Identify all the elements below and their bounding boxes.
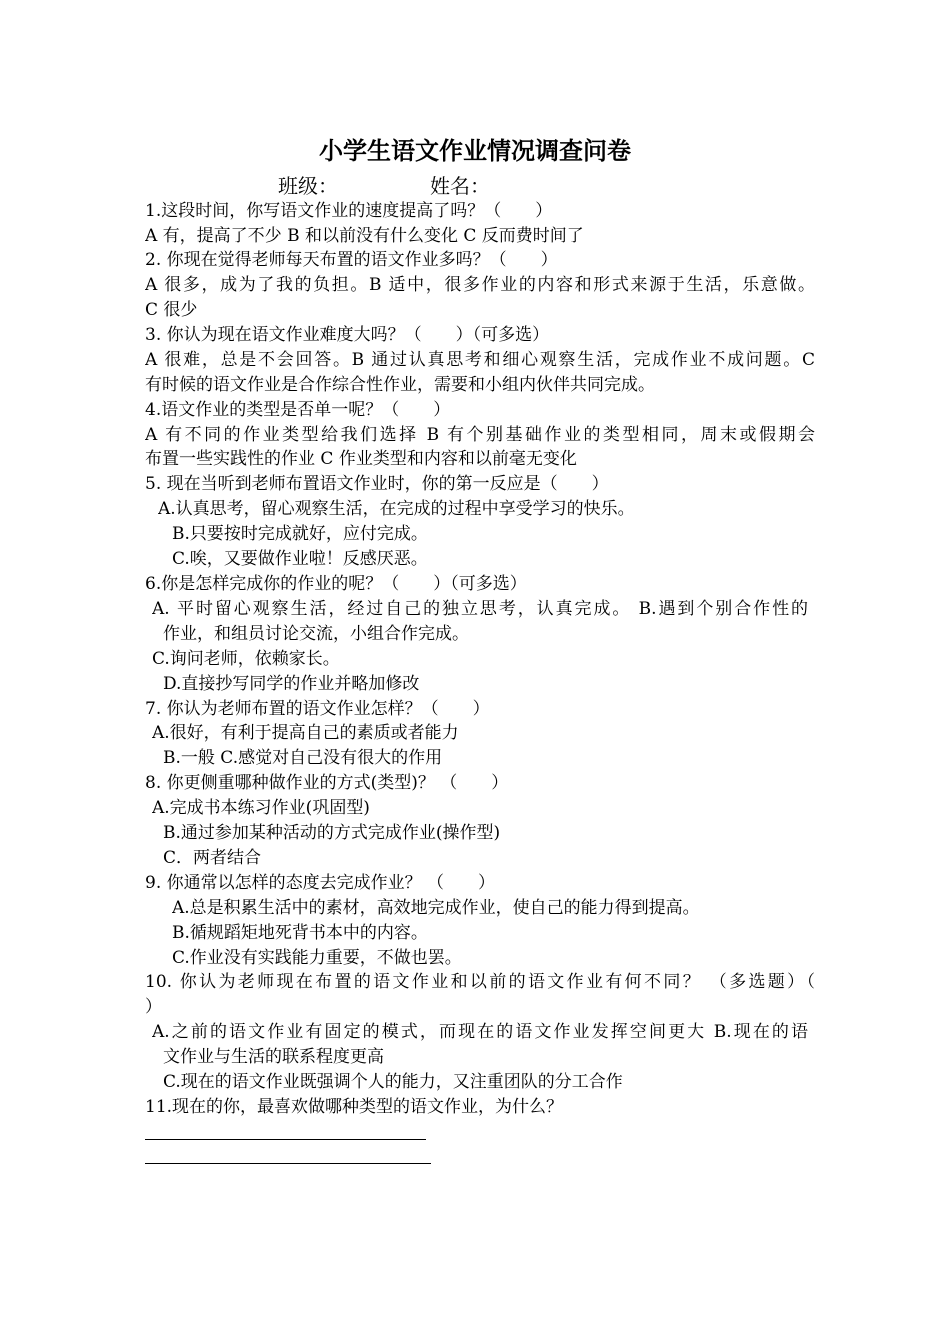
question-6-option-c: C.询问老师，依赖家长。 [152, 649, 340, 669]
answer-line-1 [145, 1139, 426, 1140]
question-8: 8. 你更侧重哪种做作业的方式(类型)？ （ ） [145, 773, 509, 793]
question-5-option-a: A.认真思考，留心观察生活，在完成的过程中享受学习的快乐。 [158, 499, 635, 519]
question-9-option-a: A.总是积累生活中的素材，高效地完成作业，使自己的能力得到提高。 [172, 898, 700, 918]
question-10-cont: ） [145, 997, 162, 1017]
question-11: 11.现在的你，最喜欢做哪种类型的语文作业，为什么？ [145, 1097, 564, 1117]
question-10-option-c: C.现在的语文作业既强调个人的能力，又注重团队的分工合作 [163, 1072, 623, 1092]
question-4-options-cont: 布置一些实践性的作业 C 作业类型和内容和以前毫无变化 [145, 449, 577, 469]
question-8-option-b: B.通过参加某种活动的方式完成作业(操作型) [163, 823, 501, 843]
question-10-option-b-cont: 文作业与生活的联系程度更高 [163, 1047, 384, 1067]
question-6-option-b-cont: 作业，和组员讨论交流，小组合作完成。 [163, 624, 469, 644]
question-10-option-ab: A.之前的语文作业有固定的模式，而现在的语文作业发挥空间更大 B.现在的语 [152, 1022, 808, 1042]
question-5: 5. 现在当听到老师布置语文作业时，你的第一反应是（ ） [145, 474, 609, 494]
question-6-option-d: D.直接抄写同学的作业并略加修改 [163, 674, 420, 694]
class-label: 班级： [278, 174, 338, 198]
answer-line-2 [145, 1163, 431, 1164]
question-10: 10. 你认为老师现在布置的语文作业和以前的语文作业有何不同？ （多选题）（ [145, 972, 815, 992]
question-2: 2. 你现在觉得老师每天布置的语文作业多吗？（ ） [145, 250, 558, 270]
question-5-option-c: C.唉，又要做作业啦！反感厌恶。 [172, 549, 428, 569]
question-4-options: A 有不同的作业类型给我们选择 B 有个别基础作业的类型相同，周末或假期会 [145, 425, 815, 445]
page-title: 小学生语文作业情况调查问卷 [319, 136, 631, 165]
question-8-option-c: C．两者结合 [163, 848, 262, 868]
question-1: 1.这段时间，你写语文作业的速度提高了吗？（ ） [145, 201, 553, 221]
question-1-options: A 有，提高了不少 B 和以前没有什么变化 C 反而费时间了 [145, 226, 584, 246]
question-9: 9. 你通常以怎样的态度去完成作业？ （ ） [145, 873, 496, 893]
question-8-option-a: A.完成书本练习作业(巩固型) [152, 798, 370, 818]
question-7-option-bc: B.一般 C.感觉对自己没有很大的作用 [163, 748, 443, 768]
question-9-option-b: B.循规蹈矩地死背书本中的内容。 [172, 923, 428, 943]
question-6: 6.你是怎样完成你的作业的呢？（ ）（可多选） [145, 574, 527, 594]
question-9-option-c: C.作业没有实践能力重要，不做也罢。 [172, 948, 462, 968]
question-3-options: A 很难，总是不会回答。B 通过认真思考和细心观察生活，完成作业不成问题。C [145, 350, 815, 370]
question-3: 3. 你认为现在语文作业难度大吗？（ ）（可多选） [145, 325, 550, 345]
question-2-options: A 很多，成为了我的负担。B 适中，很多作业的内容和形式来源于生活，乐意做。 [145, 275, 815, 295]
question-4: 4.语文作业的类型是否单一呢？（ ） [145, 400, 451, 420]
question-6-option-ab: A. 平时留心观察生活，经过自己的独立思考，认真完成。 B.遇到个别合作性的 [152, 599, 808, 619]
question-5-option-b: B.只要按时完成就好，应付完成。 [172, 524, 428, 544]
question-3-options-cont: 有时候的语文作业是合作综合性作业，需要和小组内伙伴共同完成。 [145, 375, 655, 395]
question-7-option-a: A.很好，有利于提高自己的素质或者能力 [152, 723, 459, 743]
question-7: 7. 你认为老师布置的语文作业怎样？（ ） [145, 699, 490, 719]
question-2-options-cont: C 很少 [145, 300, 198, 320]
name-label: 姓名： [430, 174, 490, 198]
